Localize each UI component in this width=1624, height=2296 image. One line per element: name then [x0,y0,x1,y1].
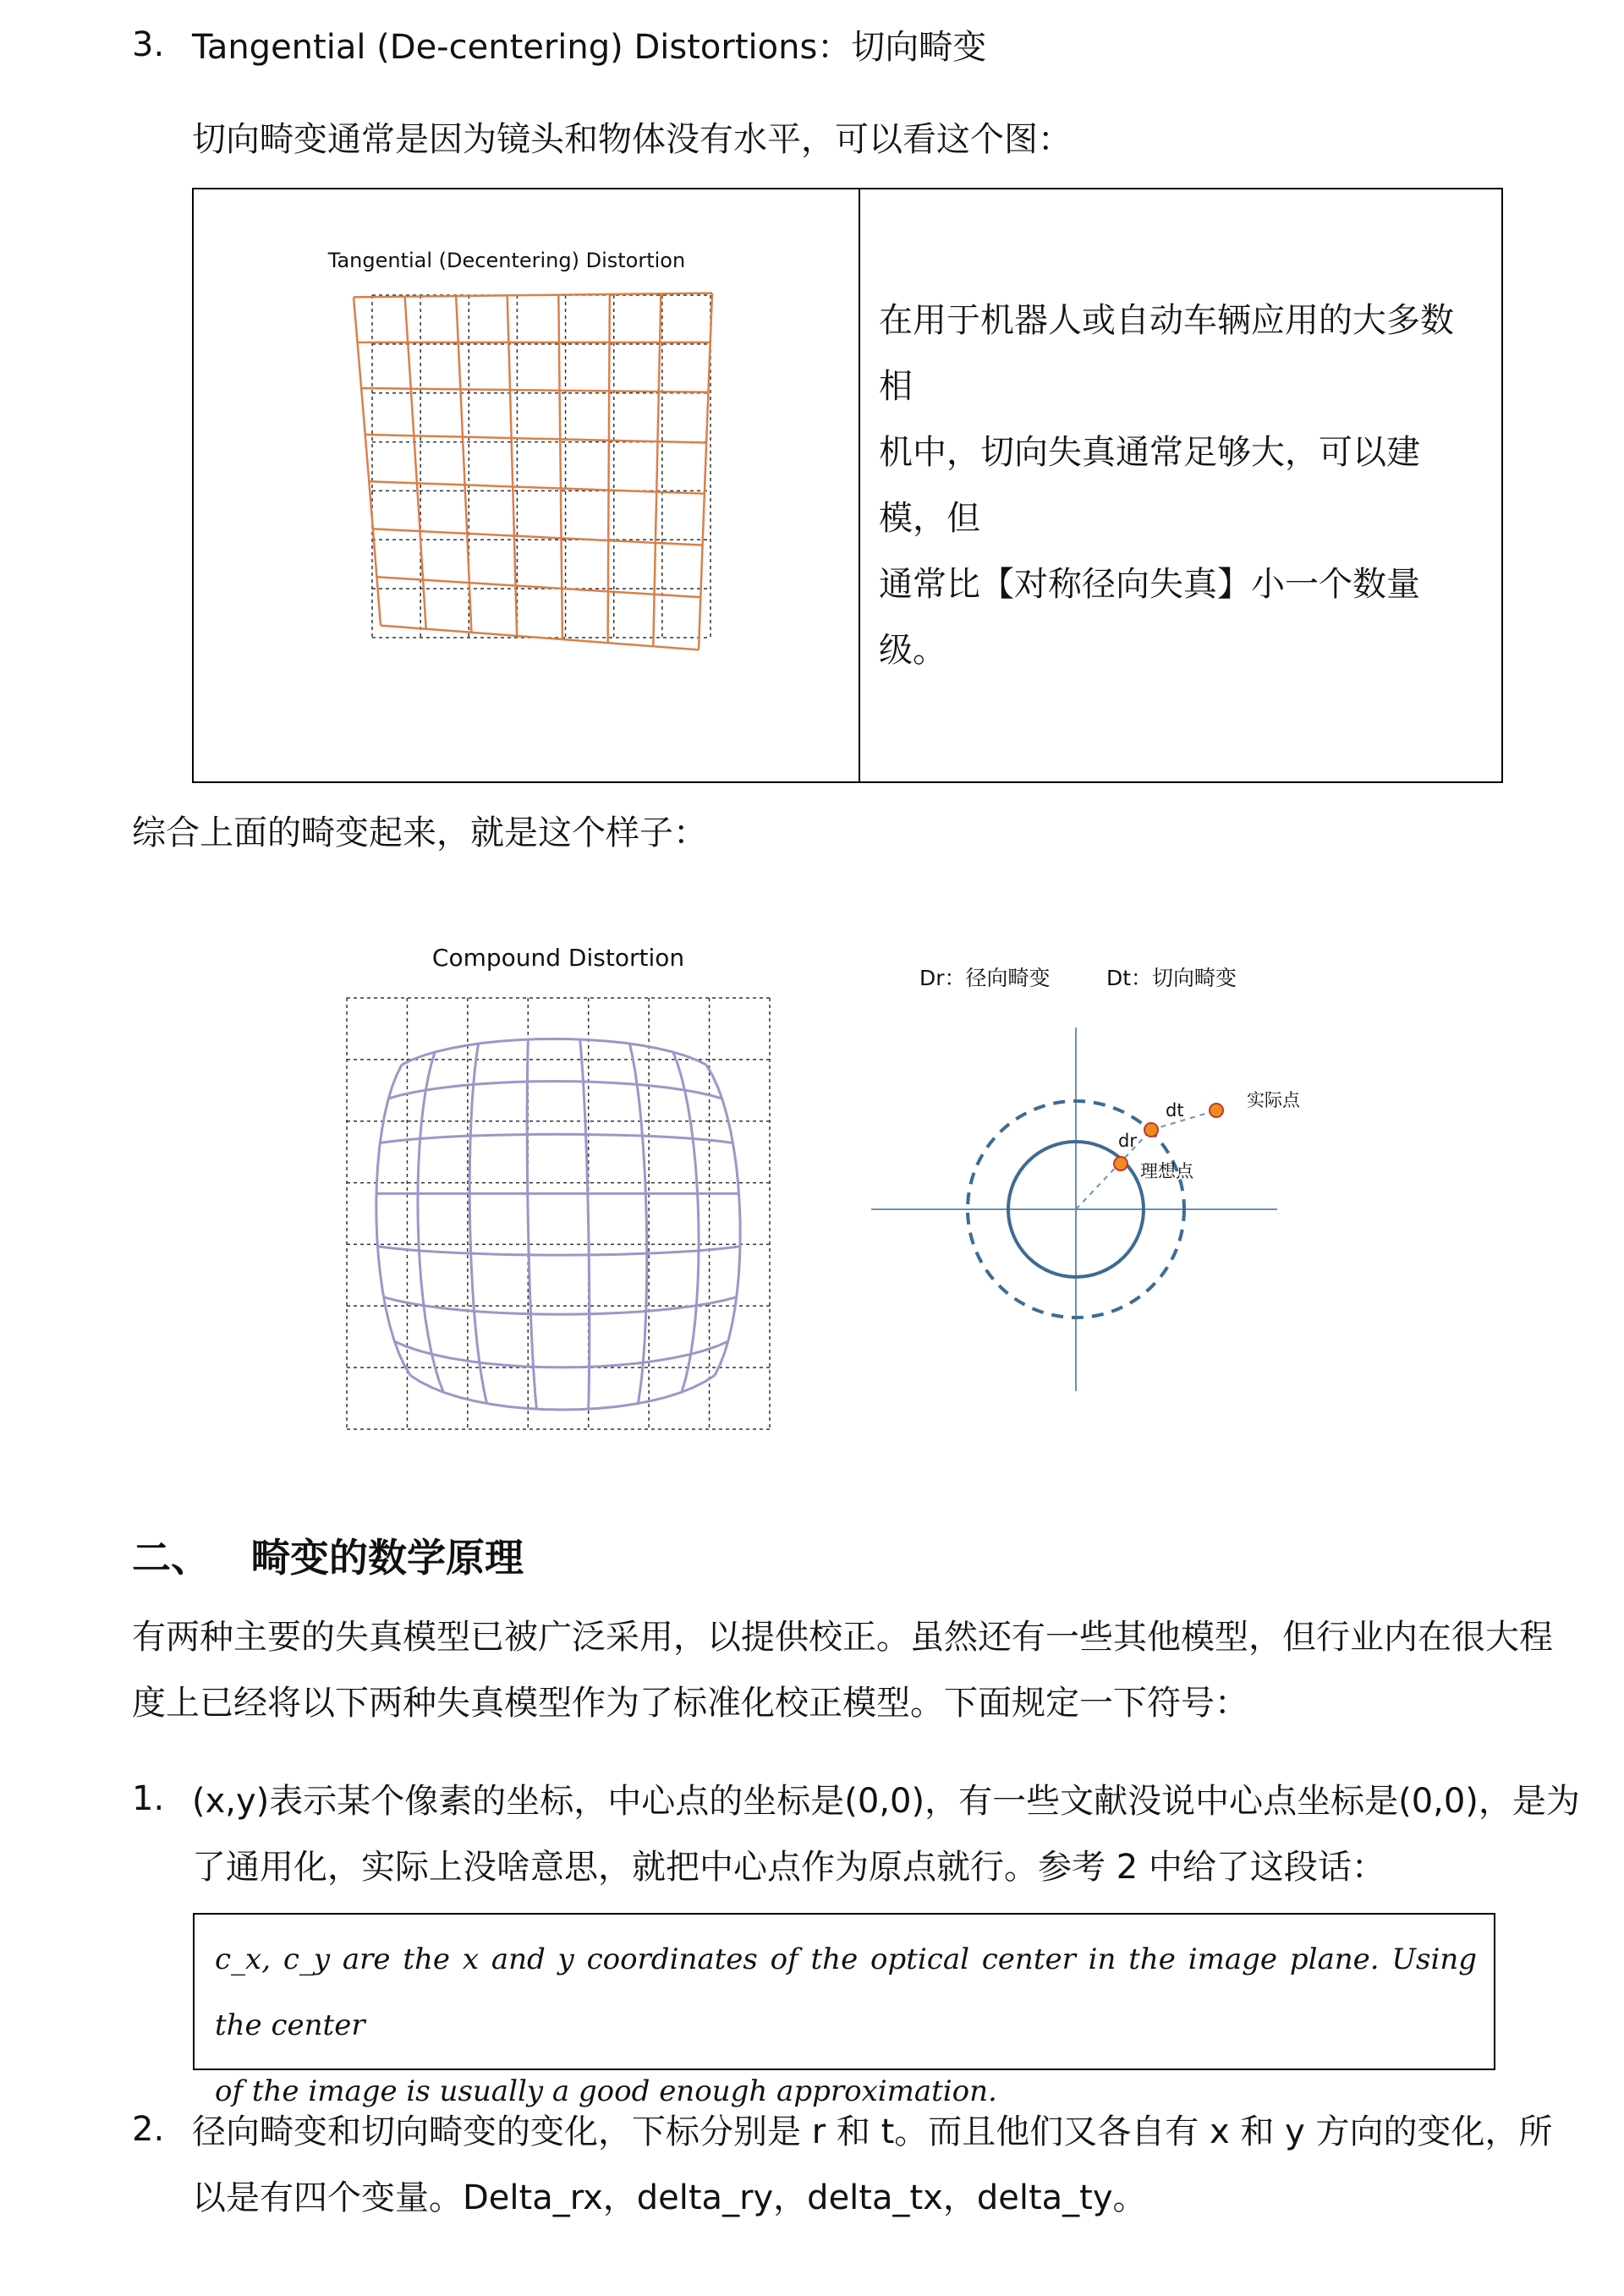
distorted-grid-line [673,1052,699,1392]
distorted-grid-line [469,1044,486,1404]
distorted-grid-line [377,1247,740,1255]
compound-distortion-figure [330,934,804,1442]
distorted-grid-line [706,1065,740,1375]
distorted-grid-line [394,1341,727,1367]
section2-para-line: 有两种主要的失真模型已被广泛采用，以提供校正。虽然还有一些其他模型，但行业内在很大程 [132,1618,1553,1657]
distorted-grid-line [373,529,703,545]
section2-para-line: 度上已经将以下两种失真模型作为了标准化校正模型。下面规定一下符号： [132,1684,1248,1723]
compound-grid [347,998,770,1429]
combined-intro: 综合上面的畸变起来，就是这个样子： [132,814,707,852]
distorted-grid-line [380,1134,732,1143]
tangential-distortion-figure [194,189,859,778]
section-number: 3. [132,25,165,64]
distortion-vector-diagram [863,951,1303,1425]
description-line: 在用于机器人或自动车辆应用的大多数相 [879,301,1454,406]
label-actual-point: 实际点 [1247,1090,1300,1110]
list-item2-line: 径向畸变和切向畸变的变化，下标分别是 r 和 t。而且他们又各自有 x 和 y 方向的变化，所 [192,2112,1553,2151]
quote-line: c_x, c_y are the x and y coordinates of the optical center in the image plane. Using the center [215,1943,1477,2042]
list-item1-number: 1. [132,1779,165,1818]
radial-point [1144,1123,1158,1137]
figure-cell [193,189,859,782]
label-ideal-point: 理想点 [1140,1161,1193,1181]
quote-box [193,1913,1495,2108]
distorted-grid-line [629,1044,646,1404]
actual-point [1210,1104,1223,1117]
list-item1-line: (x,y)表示某个像素的坐标，中心点的坐标是(0,0)，有一些文献没说中心点坐标是(0,0)，是为 [192,1782,1580,1821]
distorted-grid-line [376,1065,410,1375]
distortion-table [192,188,1503,783]
list-item2-number: 2. [132,2110,165,2149]
list-item1-line: 了通用化，实际上没啥意思，就把中心点作为原点就行。参考 2 中给了这段话： [192,1848,1385,1887]
description-line: 通常比【对称径向失真】小一个数量级。 [879,565,1420,670]
description-text [860,288,1501,683]
distorted-grid-line [388,1082,721,1099]
list-item2-line: 以是有四个变量。Delta_rx，delta_ry，delta_tx，delta_ty。 [192,2178,1147,2217]
description-cell [859,189,1502,782]
label-dr: dr [1118,1131,1137,1151]
section2-title: 畸变的数学原理 [251,1535,524,1581]
compound-title: Compound Distortion [431,944,685,972]
section-intro: 切向畸变通常是因为镜头和物体没有水平，可以看这个图： [192,120,1072,159]
distorted-grid-line [361,388,708,392]
quote-line: of the image is usually a good enough approximation. [215,2074,997,2108]
distorted-grid-line [376,577,700,597]
distorted-grid-line [418,1052,443,1392]
section2-number: 二、 [132,1535,210,1581]
legend-dt: Dt：切向畸变 [1106,966,1237,990]
distorted-grid-line [369,481,705,493]
label-dt: dt [1166,1100,1184,1121]
section-title: Tangential (De-centering) Distortions：切向畸变 [192,28,987,67]
tangential-grid [354,293,712,650]
ideal-point [1114,1157,1127,1170]
figure-title: Tangential (Decentering) Distortion [327,249,686,272]
distorted-grid-line [354,297,381,625]
distorted-grid-line [410,1375,715,1410]
legend-dr: Dr：径向畸变 [919,966,1051,990]
distorted-grid-line [402,1039,706,1066]
description-line: 机中，切向失真通常足够大，可以建模，但 [879,433,1420,538]
